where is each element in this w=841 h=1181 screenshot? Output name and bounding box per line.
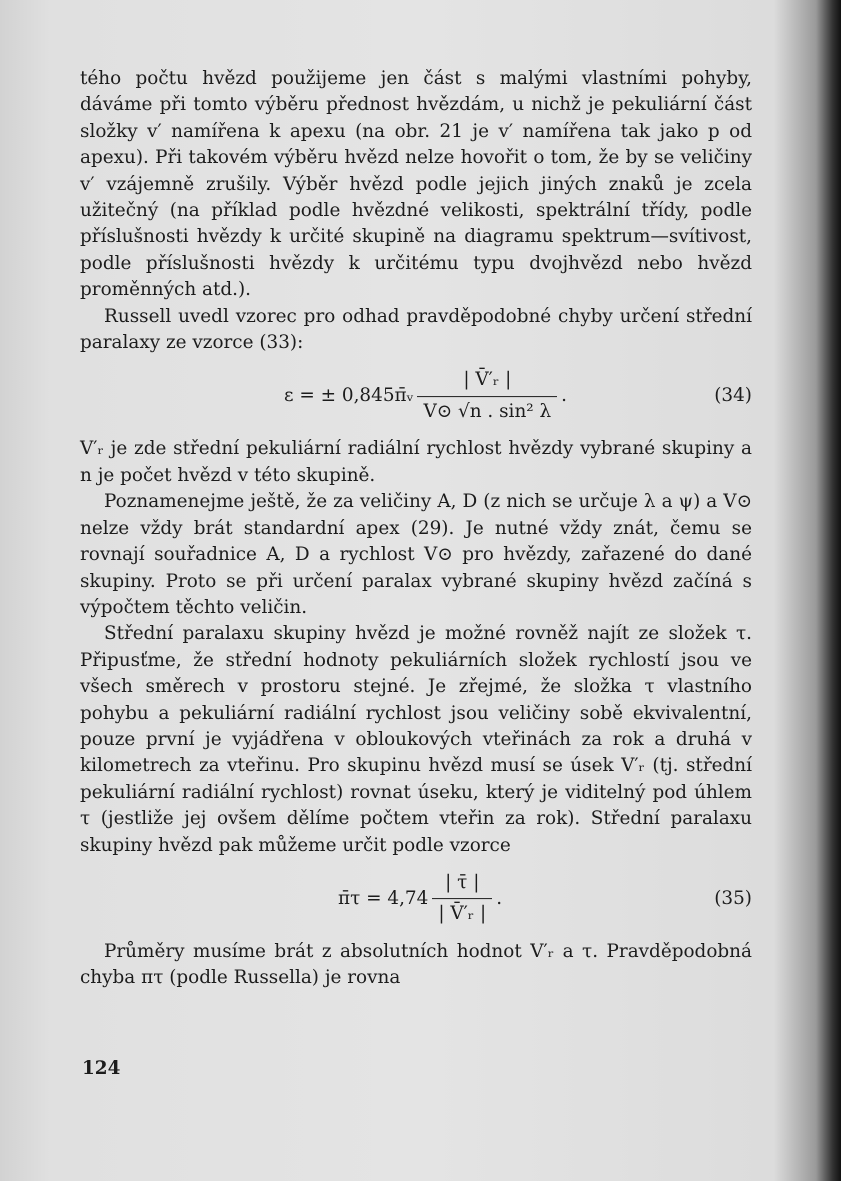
paragraph-5: Střední paralaxu skupiny hvězd je možné rovněž najít ze složek τ. Připusťme, že střední hodnoty pekuliárních složek rychlostí jsou ve všech směrech v prostoru stejné. Je zřejmé, že složka τ vlastního pohybu a pekuliární radiální rychlost jsou veličiny sobě ekvivalentní, pouze první je vyjádřena v obloukových vteřinách za rok a druhá v kilometrech za vteřinu. Pro skupinu hvězd musí se úsek V′ᵣ (tj. střední pekuliární radiální rychlost) rovnat úseku, který je viditelný pod úhlem τ (jestliže jej ovšem dělíme počtem vteřin za rok). Střední paralaxu skupiny hvězd pak můžeme určit podle vzorce — [80, 623, 752, 856]
formula-35 — [80, 859, 752, 939]
paragraph-2: Russell uvedl vzorec pro odhad pravděpodobné chyby určení střední paralaxy ze vzorce (33): — [80, 305, 752, 354]
page-body — [80, 66, 752, 992]
formula-34-number: (34) — [714, 385, 752, 407]
paragraph-1: tého počtu hvězd použijeme jen část s malými vlastními pohyby, dáváme při tomto výběru přednost hvězdám, u nichž je pekuliární část složky v′ namířena k apexu (na obr. 21 je v′ namířena tak jako p od apexu). Při takovém výběru hvězd nelze hovořit o tom, že by se veličiny v′ vzájemně zrušily. Výběr hvězd podle jejich jiných znaků je zcela užitečný (na příklad podle hvězdné velikosti, spektrální třídy, podle příslušnosti hvězdy k určité skupině na diagramu spektrum—svítivost, podle příslušnosti hvězdy k určitému typu dvojhvězd nebo hvězd proměnných atd.). — [80, 68, 752, 301]
formula-34-tail: . — [561, 385, 568, 407]
paragraph-3: V′ᵣ je zde střední pekuliární radiální rychlost hvězdy vybrané skupiny a n je počet hvězd v této skupině. — [80, 438, 752, 486]
formula-34 — [80, 356, 752, 436]
formula-34-denominator: V⊙ √n . sin² λ — [417, 396, 557, 425]
formula-35-numerator: | τ̄ | — [445, 872, 480, 894]
formula-34-lhs: ε = ± 0,845π̄ᵥ — [284, 385, 414, 407]
paragraph-6: Průměry musíme brát z absolutních hodnot V′ᵣ a τ. Pravděpodobná chyba πτ (podle Russella) je rovna — [80, 940, 752, 989]
formula-35-tail: . — [496, 887, 503, 909]
formula-35-denominator: | V̄′ᵣ | — [432, 898, 492, 927]
formula-34-numerator: | V̄′ᵣ | — [463, 369, 512, 391]
paragraph-4: Poznamenejme ještě, že za veličiny A, D (z nich se určuje λ a ψ) a V⊙ nelze vždy brát standardní apex (29). Je nutné vždy znát, čemu se rovnají souřadnice A, D a rychlost V⊙ pro hvězdy, zařazené do dané skupiny. Proto se při určení paralax vybrané skupiny hvězd začíná s výpočtem těchto veličin. — [80, 491, 752, 618]
page-number: 124 — [82, 1058, 121, 1079]
formula-35-expression — [338, 870, 502, 928]
formula-35-fraction — [432, 870, 492, 928]
formula-35-lhs: π̄τ = 4,74 — [338, 887, 429, 909]
formula-34-expression — [284, 368, 567, 426]
formula-35-number: (35) — [714, 887, 752, 909]
formula-34-fraction — [417, 368, 557, 426]
